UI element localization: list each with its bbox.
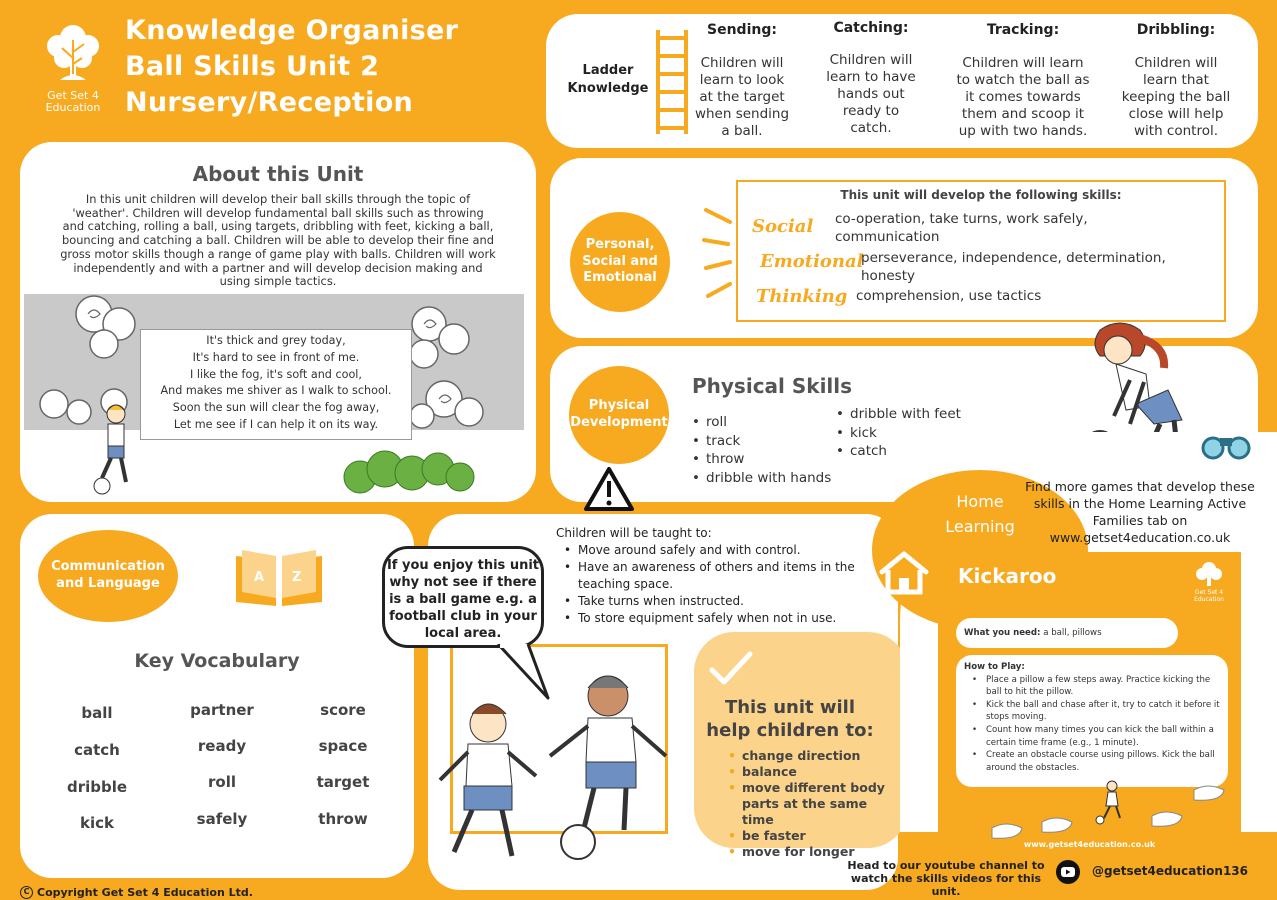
book-letter-z: Z	[292, 570, 302, 585]
poem-line: Soon the sun will clear the fog away,	[172, 401, 380, 415]
speech-line: is a ball game e.g. a	[389, 592, 537, 607]
kickaroo-need-label: What you need:	[964, 628, 1041, 638]
ladder-label-line-2: Knowledge	[567, 81, 649, 96]
taught-section	[556, 525, 856, 627]
ladder-col-tracking	[948, 22, 1098, 140]
physical-title: Physical Skills	[692, 374, 853, 398]
checkmark-icon	[708, 650, 754, 688]
open-book-icon	[232, 546, 326, 610]
help-item: • balance	[728, 764, 898, 780]
kickaroo-howto-pill	[956, 655, 1228, 787]
ladder-body-line: Children will	[1134, 55, 1218, 71]
bush-icon	[340, 447, 480, 497]
help-title-line: This unit will	[724, 697, 856, 718]
logo-text-line-2: Education	[45, 101, 101, 114]
poem-line: Let me see if I can help it on its way.	[173, 417, 379, 431]
ladder-body-line: learn to have	[826, 69, 916, 85]
kickaroo-step: • Count how many times you can kick the ball within a certain time frame (e.g., 1 minute).	[972, 724, 1222, 749]
house-icon	[878, 550, 930, 596]
kickaroo-title: Kickaroo	[958, 564, 1057, 588]
pse-desc-line: co-operation, take turns, work safely,	[835, 211, 1088, 227]
vocab-word: kick	[80, 814, 114, 832]
vocab-word: roll	[208, 773, 236, 791]
help-title-line: help children to:	[706, 720, 874, 741]
taught-item: • To store equipment safely when not in use.	[564, 610, 856, 627]
kickaroo-url[interactable]: www.getset4education.co.uk	[1023, 840, 1156, 849]
vocab-word: ball	[81, 704, 113, 722]
home-text	[1022, 478, 1258, 546]
physical-circle-line: Physical	[588, 398, 650, 414]
pillows-scene-icon	[962, 774, 1232, 844]
ladder-body-line: close will help	[1128, 106, 1224, 122]
poem-line: It's thick and grey today,	[206, 334, 346, 347]
copyright	[20, 886, 253, 899]
about-text: In this unit children will develop their ball skills through the topic of 'weather'. Children will develop fundamental ball skills such as throwing and catching, rolling a ball, using targets, dribbling with feet, kicking a ball, bouncing and catching a ball. Children will be able to develop their fine and gross motor skills though a range of game play with balls. Children will work independently and with a partner and will develop decision making and using simple tactics.	[60, 192, 496, 289]
vocab-title: Key Vocabulary	[134, 650, 300, 672]
ladder-knowledge-panel	[546, 14, 1258, 148]
vocab-word: dribble	[66, 778, 128, 796]
ladder-heading: Dribbling:	[1136, 22, 1216, 38]
taught-item: • Move around safely and with control.	[564, 542, 856, 559]
ladder-body-line: a ball.	[721, 123, 763, 139]
ladder-body-line: learn that	[1143, 72, 1209, 88]
comm-circle	[38, 530, 178, 622]
kickaroo-logo-icon	[1194, 560, 1224, 588]
poem-line: It's hard to see in front of me.	[192, 350, 360, 364]
physical-item: • dribble with hands	[692, 469, 831, 488]
youtube-icon[interactable]	[1056, 860, 1080, 884]
pse-circle-line: Social and	[582, 253, 658, 269]
about-unit-panel	[20, 142, 536, 502]
ladder-body-line: up with two hands.	[958, 123, 1088, 139]
ladder-body-line: hands out	[837, 86, 905, 102]
kickaroo-need-pill	[956, 618, 1178, 648]
poem-line: And makes me shiver as I walk to school.	[160, 384, 392, 398]
help-item: • move for longer	[728, 844, 898, 860]
home-label-line: Learning	[945, 517, 1015, 536]
pse-desc-line: communication	[835, 229, 940, 245]
help-box	[694, 632, 908, 859]
youtube-handle[interactable]: @getset4education136	[1092, 864, 1248, 878]
vocab-word: space	[318, 737, 368, 755]
physical-item: • dribble with feet	[836, 405, 961, 424]
ladder-body-line: to watch the ball as	[956, 72, 1090, 88]
physical-item: • throw	[692, 450, 831, 469]
poem-line: I like the fog, it's soft and cool,	[190, 367, 362, 381]
vocab-word: score	[320, 701, 366, 719]
speech-bubble	[382, 546, 544, 648]
kickaroo-step: • Place a pillow a few steps away. Practice kicking the ball to hit the pillow.	[972, 674, 1222, 699]
page-year-group: Nursery/Reception	[125, 87, 414, 118]
ladder-body-line: keeping the ball	[1121, 89, 1231, 105]
speech-line: why not see if there	[389, 575, 537, 590]
ladder-body-line: when sending	[694, 106, 790, 122]
physical-circle	[569, 366, 669, 464]
kickaroo-need-value: a ball, pillows	[1040, 628, 1102, 638]
youtube-text-line: watch the skills videos for this unit.	[850, 872, 1042, 898]
home-text-line: Find more games that develop these	[1025, 479, 1255, 494]
speech-tail-icon	[494, 644, 554, 704]
vocab-word: safely	[196, 810, 248, 828]
physical-list-b	[836, 405, 961, 461]
pse-circle	[570, 212, 670, 312]
ladder-body-line: it comes towards	[965, 89, 1081, 105]
speech-line: local area.	[424, 626, 502, 641]
kickaroo-card[interactable]	[938, 552, 1241, 856]
logo-text-line-1: Get Set 4	[47, 89, 99, 102]
ladder-body-line: learn to look	[699, 72, 785, 88]
youtube-text-line: Head to our youtube channel to	[847, 859, 1045, 872]
physical-item: • track	[692, 432, 831, 451]
kickaroo-logo-line: Get Set 4	[1194, 589, 1224, 596]
taught-item: • Take turns when instructed.	[564, 593, 856, 610]
kickaroo-howto-label: How to Play:	[964, 662, 1025, 672]
kickaroo-logo-line: Education	[1194, 596, 1224, 603]
taught-heading: Children will be taught to:	[556, 526, 712, 540]
warning-icon	[583, 466, 635, 512]
vocab-word: catch	[74, 741, 120, 759]
page-subtitle: Ball Skills Unit 2	[125, 51, 380, 82]
physical-item: • kick	[836, 424, 961, 443]
help-list	[728, 748, 898, 860]
pse-word-thinking: Thinking	[756, 286, 848, 307]
vocab-word: partner	[190, 701, 254, 719]
home-text-line: skills in the Home Learning Active	[1033, 496, 1247, 511]
speech-line: football club in your	[389, 609, 537, 624]
child-kicking-ball-icon	[78, 400, 148, 500]
ladder-col-catching	[816, 20, 926, 137]
kickaroo-step: • Kick the ball and chase after it, try to catch it before it stops moving.	[972, 699, 1222, 724]
book-letter-a: A	[254, 570, 265, 585]
comm-circle-line: and Language	[56, 576, 160, 591]
ladder-body-line: with control.	[1133, 123, 1219, 139]
pse-heading: This unit will develop the following skills:	[840, 188, 1122, 202]
pse-word-emotional: Emotional	[760, 251, 864, 272]
pse-circle-line: Emotional	[583, 270, 657, 286]
help-item: • change direction	[728, 748, 898, 764]
ladder-col-dribbling	[1114, 22, 1238, 140]
binoculars-icon	[1200, 428, 1252, 462]
comm-circle-line: Communication	[51, 559, 165, 575]
vocab-word: ready	[197, 737, 247, 755]
pse-desc-line: comprehension, use tactics	[856, 288, 1042, 304]
ladder-label-line-1: Ladder	[582, 63, 634, 78]
pse-word-social: Social	[752, 216, 814, 237]
help-item: • be faster	[728, 828, 898, 844]
ladder-heading: Tracking:	[986, 22, 1060, 38]
help-item: • move different body parts at the same time	[728, 780, 898, 828]
physical-list-a	[692, 413, 831, 488]
home-text-line[interactable]: www.getset4education.co.uk	[1049, 530, 1231, 545]
home-text-line: Families tab on	[1092, 513, 1188, 528]
copyright-text: Copyright Get Set 4 Education Ltd.	[37, 886, 253, 899]
pse-skills-box	[736, 180, 1226, 322]
poem-box	[140, 329, 412, 440]
children-playing-icon	[428, 652, 688, 882]
ladder-heading: Sending:	[707, 22, 777, 38]
ladder-body-line: Children will learn	[962, 55, 1084, 71]
about-title: About this Unit	[192, 162, 364, 186]
physical-circle-line: Development	[570, 415, 668, 430]
copyright-icon: C	[20, 886, 33, 899]
page-title: Knowledge Organiser	[125, 15, 459, 46]
pse-desc-line: perseverance, independence, determination,	[861, 250, 1166, 266]
vocab-word: target	[316, 773, 370, 791]
taught-item: • Have an awareness of others and items in the teaching space.	[564, 559, 856, 593]
ladder-body-line: them and scoop it	[961, 106, 1085, 122]
burst-lines-icon	[702, 204, 738, 304]
physical-item: • roll	[692, 413, 831, 432]
ladder-body-line: Children will	[829, 52, 913, 68]
ladder-body-line: at the target	[699, 89, 785, 105]
kickaroo-step: • Create an obstacle course using pillows. Kick the ball around the obstacles.	[972, 749, 1222, 774]
speech-line: If you enjoy this unit	[386, 558, 540, 573]
physical-item: • catch	[836, 442, 961, 461]
home-label-line: Home	[956, 492, 1004, 511]
ladder-body-line: ready to	[842, 103, 900, 119]
vocab-word: throw	[318, 810, 368, 828]
ladder-col-sending	[692, 22, 792, 140]
ladder-body-line: Children will	[700, 55, 784, 71]
ladder-icon	[652, 30, 692, 134]
pse-desc-line: honesty	[861, 268, 915, 284]
ladder-heading: Catching:	[833, 20, 909, 36]
ladder-body-line: catch.	[850, 120, 892, 136]
tree-logo-icon	[38, 18, 108, 88]
youtube-text	[846, 859, 1046, 898]
pse-circle-line: Personal,	[585, 236, 655, 252]
